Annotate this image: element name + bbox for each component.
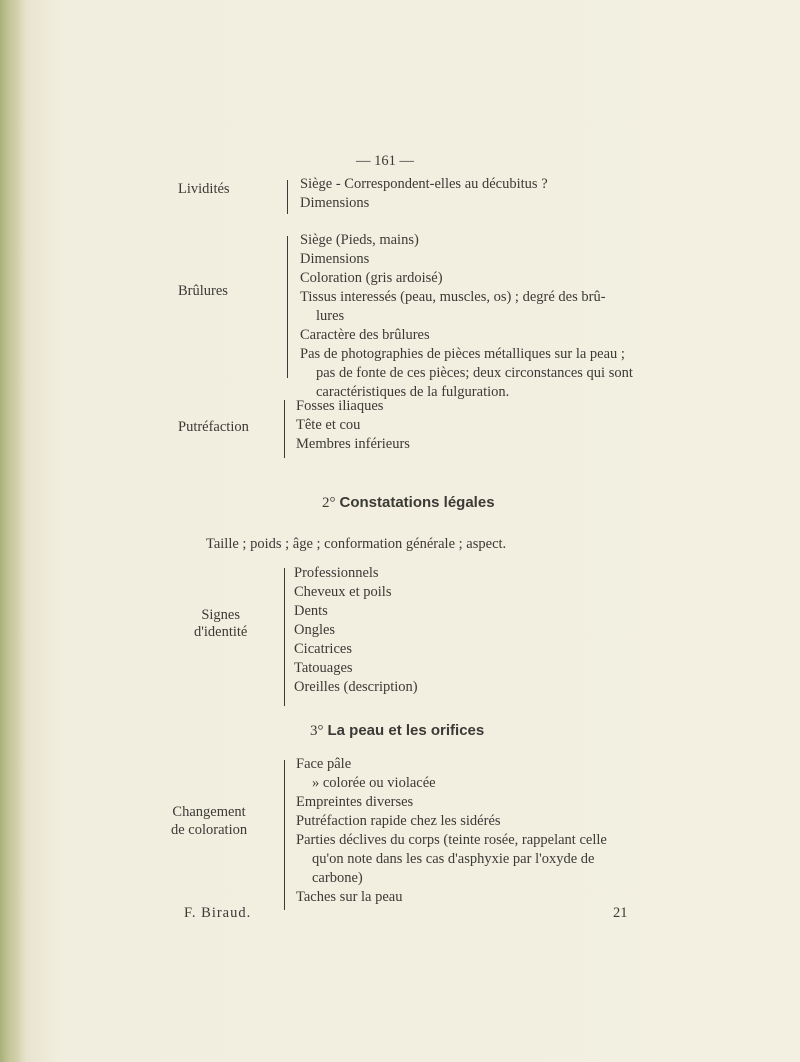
signes-item: Dents bbox=[294, 603, 328, 619]
signes-label bbox=[194, 607, 247, 641]
section-2-heading bbox=[322, 494, 495, 512]
changement-item: Putréfaction rapide chez les sidérés bbox=[296, 813, 501, 829]
brulures-item: lures bbox=[316, 308, 345, 324]
changement-item: Face pâle bbox=[296, 756, 352, 772]
signes-brace bbox=[284, 568, 285, 706]
changement-item: Parties déclives du corps (teinte rosée, rappelant celle bbox=[296, 832, 607, 848]
signes-label-line1: Signes bbox=[201, 607, 241, 623]
section-3-heading bbox=[310, 722, 484, 740]
changement-label-line2: de coloration bbox=[171, 822, 248, 838]
section-3-title: La peau et les orifices bbox=[327, 722, 485, 739]
section-2-line: Taille ; poids ; âge ; conformation générale ; aspect. bbox=[206, 536, 507, 552]
brulures-brace bbox=[287, 236, 288, 378]
brulures-item: pas de fonte de ces pièces; deux circonstances qui sont bbox=[316, 365, 633, 381]
putrefaction-brace bbox=[284, 400, 285, 458]
page-number: — 161 — bbox=[356, 153, 414, 169]
brulures-item: Tissus interessés (peau, muscles, os) ; degré des brû- bbox=[300, 289, 606, 305]
signes-list bbox=[294, 564, 418, 697]
lividites-list bbox=[300, 175, 548, 213]
brulures-item: Caractère des brûlures bbox=[300, 327, 430, 343]
brulures-item: caractéristiques de la fulguration. bbox=[316, 384, 510, 400]
footer-signature: 21 bbox=[613, 905, 628, 921]
brulures-item: Siège (Pieds, mains) bbox=[300, 232, 419, 248]
lividites-label: Lividités bbox=[178, 181, 230, 197]
signes-label-line2: d'identité bbox=[194, 624, 248, 640]
changement-item: Empreintes diverses bbox=[296, 794, 414, 810]
signes-item: Ongles bbox=[294, 622, 336, 638]
putrefaction-item: Membres inférieurs bbox=[296, 436, 410, 452]
footer-author: F. Biraud. bbox=[184, 905, 252, 921]
signes-item: Professionnels bbox=[294, 565, 379, 581]
signes-item: Cheveux et poils bbox=[294, 584, 392, 600]
putrefaction-item: Fosses iliaques bbox=[296, 398, 384, 414]
changement-list bbox=[296, 755, 607, 907]
signes-item: Tatouages bbox=[294, 660, 353, 676]
changement-label-line1: Changement bbox=[172, 804, 246, 820]
changement-item: qu'on note dans les cas d'asphyxie par l'oxyde de bbox=[312, 851, 595, 867]
lividites-item: Siège - Correspondent-elles au décubitus ? bbox=[300, 176, 548, 192]
changement-item: carbone) bbox=[312, 870, 363, 886]
section-3-number: 3° bbox=[310, 723, 324, 739]
signes-item: Cicatrices bbox=[294, 641, 352, 657]
putrefaction-label: Putréfaction bbox=[178, 419, 249, 435]
brulures-label: Brûlures bbox=[178, 283, 228, 299]
changement-item: Taches sur la peau bbox=[296, 889, 403, 905]
brulures-item: Pas de photographies de pièces métalliques sur la peau ; bbox=[300, 346, 625, 362]
changement-item: » colorée ou violacée bbox=[312, 775, 436, 791]
putrefaction-item: Tête et cou bbox=[296, 417, 361, 433]
lividites-brace bbox=[287, 180, 288, 214]
brulures-item: Coloration (gris ardoisé) bbox=[300, 270, 443, 286]
signes-item: Oreilles (description) bbox=[294, 679, 418, 695]
changement-label bbox=[171, 803, 247, 839]
section-2-title: Constatations légales bbox=[339, 494, 495, 511]
changement-brace bbox=[284, 760, 285, 910]
brulures-item: Dimensions bbox=[300, 251, 370, 267]
brulures-list bbox=[300, 231, 633, 402]
lividites-item: Dimensions bbox=[300, 195, 370, 211]
putrefaction-list bbox=[296, 397, 410, 454]
section-2-number: 2° bbox=[322, 495, 336, 511]
page-edge bbox=[0, 0, 26, 1062]
